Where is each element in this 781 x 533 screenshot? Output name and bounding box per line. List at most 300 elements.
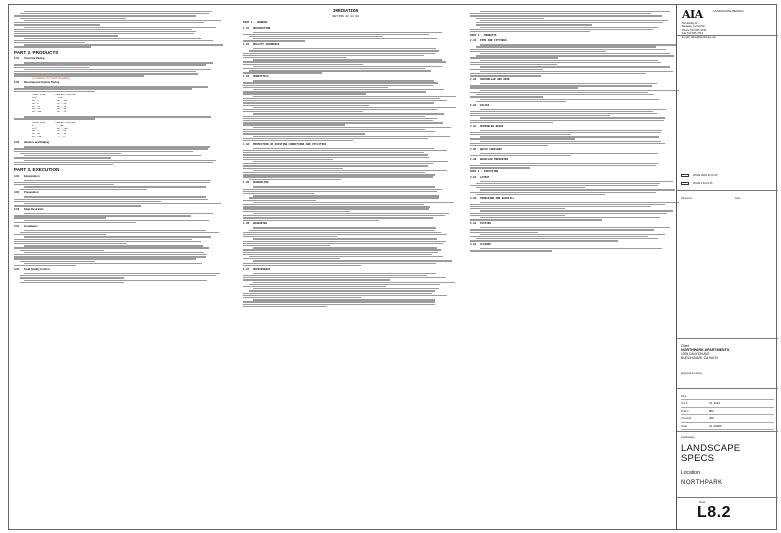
text-line xyxy=(24,186,206,187)
text-line xyxy=(253,213,449,214)
body-text xyxy=(14,236,214,244)
section-title: Decomposed Granite Paving xyxy=(24,81,60,85)
client-address-line: BURLINGAME, CA 94010 xyxy=(681,356,718,360)
body-text xyxy=(470,90,670,98)
body-text xyxy=(14,186,214,189)
text-line xyxy=(243,131,435,132)
text-line xyxy=(470,143,665,144)
text-line xyxy=(253,107,456,108)
revisions-label: Revisions xyxy=(681,197,693,200)
meta-value: BNH xyxy=(709,409,714,413)
text-line xyxy=(243,241,446,242)
text-line xyxy=(14,64,206,65)
text-line xyxy=(253,127,451,128)
divider xyxy=(677,190,778,191)
body-text xyxy=(243,238,448,246)
text-line xyxy=(253,48,436,49)
section-title: BACKFLOW PREVENTER xyxy=(480,157,509,161)
section-title: PROTECTION OF EXISTING CONDITIONS AND UTILITIES xyxy=(253,142,327,146)
section-heading xyxy=(14,141,214,145)
text-line xyxy=(24,44,223,45)
body-text xyxy=(470,109,670,117)
text-line xyxy=(470,138,575,139)
text-line xyxy=(476,238,658,239)
text-line xyxy=(253,186,435,187)
text-line xyxy=(243,172,425,173)
body-text xyxy=(243,273,448,281)
section-number: 3.01 xyxy=(14,174,20,178)
body-text xyxy=(470,227,670,233)
section-title: Field Quality Control xyxy=(24,267,50,271)
body-text xyxy=(14,69,214,77)
body-text xyxy=(243,288,448,298)
text-line xyxy=(243,258,340,259)
text-line xyxy=(243,85,433,86)
body-text xyxy=(470,44,670,52)
firm-address-line: Phone 510 845 4136 xyxy=(682,28,707,32)
body-text xyxy=(14,116,214,119)
text-line xyxy=(470,229,654,230)
section-title: TRENCHING AND BACKFILL xyxy=(480,196,515,200)
text-line xyxy=(480,202,679,203)
text-line xyxy=(243,111,363,112)
firm-address xyxy=(682,22,772,39)
body-text xyxy=(470,181,670,189)
text-line xyxy=(249,256,443,257)
body-text xyxy=(14,160,214,166)
text-line xyxy=(14,71,196,72)
body-text xyxy=(243,282,448,288)
section-number: 2.01 xyxy=(470,39,477,43)
text-line xyxy=(470,113,657,114)
section-number: 2.04 xyxy=(470,124,477,128)
text-line xyxy=(14,184,114,185)
section-number: 3.03 xyxy=(470,222,477,226)
part-heading: PART 1 - GENERAL xyxy=(243,21,268,24)
text-line xyxy=(253,96,456,97)
body-text xyxy=(14,44,214,47)
text-line xyxy=(243,72,322,73)
text-line xyxy=(243,295,447,296)
text-line xyxy=(14,205,141,206)
section-heading xyxy=(470,176,670,180)
client-address-line: 1055 CANYON AVE xyxy=(681,352,710,356)
text-line xyxy=(470,120,664,121)
meta-key: Drawn xyxy=(681,409,689,413)
text-line xyxy=(253,288,439,289)
section-number: 2.01 xyxy=(14,57,20,61)
text-line xyxy=(14,258,196,259)
text-line xyxy=(470,155,571,156)
section-heading xyxy=(14,175,214,179)
section-title: SCHEDULING xyxy=(253,181,269,185)
meta-value: CO 3088 xyxy=(709,402,720,405)
text-line xyxy=(243,301,435,302)
text-line xyxy=(249,36,383,37)
body-text xyxy=(14,11,214,19)
firm-address-line: Fax 510 845 4714 xyxy=(682,32,703,36)
section-title: QUALITY ASSURANCE xyxy=(253,43,280,47)
section-number: 1.04 xyxy=(243,142,250,146)
section-heading xyxy=(470,104,670,108)
text-line xyxy=(243,150,447,151)
section-title: Concrete Paving xyxy=(24,57,45,61)
client-address xyxy=(681,352,773,360)
spec-column-irrigation xyxy=(243,10,448,307)
text-line xyxy=(480,141,661,142)
text-line xyxy=(253,227,436,228)
text-line xyxy=(14,256,206,257)
body-text xyxy=(470,60,670,66)
text-line xyxy=(243,129,425,130)
text-line xyxy=(243,249,441,250)
text-line xyxy=(243,122,443,123)
text-line xyxy=(470,96,543,97)
body-text xyxy=(470,71,670,77)
text-line xyxy=(470,122,553,123)
text-line xyxy=(253,282,455,283)
text-line xyxy=(20,277,124,278)
text-line xyxy=(470,85,652,86)
text-line xyxy=(243,165,428,166)
text-line xyxy=(243,217,433,218)
body-text xyxy=(470,27,670,33)
text-line xyxy=(480,181,673,182)
text-line xyxy=(253,66,442,67)
text-line xyxy=(470,232,538,233)
text-line xyxy=(470,62,661,63)
text-line xyxy=(243,116,425,117)
body-text xyxy=(14,252,214,262)
body-text xyxy=(243,227,448,237)
body-text xyxy=(470,53,670,59)
text-line xyxy=(24,62,213,63)
text-line xyxy=(470,204,665,205)
text-line xyxy=(476,55,674,56)
text-line xyxy=(243,82,438,83)
body-text xyxy=(243,38,448,41)
client-label: Client xyxy=(681,344,690,348)
body-text xyxy=(14,146,214,154)
text-line xyxy=(14,148,208,149)
text-line xyxy=(243,275,427,276)
stamp-text: ISSUE DATE 04-01-15 xyxy=(693,174,718,177)
text-line xyxy=(243,277,446,278)
text-line xyxy=(470,250,552,251)
section-number: 3.04 xyxy=(470,243,477,247)
text-line xyxy=(480,163,658,164)
section-heading xyxy=(470,125,670,129)
text-line xyxy=(243,279,390,280)
text-line xyxy=(24,146,210,147)
text-line xyxy=(249,70,431,71)
text-line xyxy=(243,159,333,160)
text-line xyxy=(480,66,670,67)
text-line xyxy=(24,252,204,253)
text-line xyxy=(243,174,435,175)
text-line xyxy=(243,140,353,141)
text-line xyxy=(14,254,207,255)
spec-column-paving xyxy=(14,10,214,283)
text-line xyxy=(20,18,126,19)
meta-row xyxy=(681,416,774,423)
body-text xyxy=(14,155,214,158)
body-text xyxy=(470,217,670,220)
section-number: 1.05 xyxy=(243,181,250,185)
text-line xyxy=(243,245,330,246)
text-line xyxy=(253,202,454,203)
text-line xyxy=(14,88,192,89)
text-line xyxy=(243,120,433,121)
body-text xyxy=(470,66,670,69)
text-line xyxy=(480,27,658,28)
text-line xyxy=(470,49,666,50)
text-line xyxy=(243,87,388,88)
text-line xyxy=(249,197,439,198)
text-line xyxy=(14,91,95,92)
text-line xyxy=(24,27,216,28)
text-line xyxy=(243,93,366,94)
section-number: 1.03 xyxy=(243,75,250,79)
firm-address-line: Berkeley, CA 94702 xyxy=(682,25,705,29)
section-heading xyxy=(243,143,448,147)
divider xyxy=(677,338,778,339)
section-number: 3.01 xyxy=(470,175,477,179)
text-line xyxy=(470,92,648,93)
body-text xyxy=(470,153,670,156)
text-line xyxy=(243,109,437,110)
body-text xyxy=(14,86,214,92)
section-number: 2.05 xyxy=(470,147,477,151)
text-line xyxy=(243,68,425,69)
body-text xyxy=(14,38,214,44)
text-line xyxy=(476,46,656,47)
section-heading xyxy=(243,268,448,272)
text-line xyxy=(14,182,210,183)
text-line xyxy=(253,247,437,248)
text-line xyxy=(14,15,196,16)
text-line xyxy=(14,234,106,235)
text-line xyxy=(24,196,206,197)
body-text xyxy=(14,220,214,223)
sheet-title-line: LANDSCAPE xyxy=(681,443,741,454)
text-line xyxy=(470,213,667,214)
section-heading xyxy=(470,243,670,247)
body-text xyxy=(470,189,670,195)
body-text xyxy=(470,141,670,147)
section-number: 3.05 xyxy=(14,267,20,271)
section-heading xyxy=(243,222,448,226)
text-line xyxy=(24,263,202,264)
text-line xyxy=(470,15,662,16)
text-line xyxy=(243,208,429,209)
section-title: SPRINKLER HEADS xyxy=(480,124,504,128)
section-title: CLEANUP xyxy=(480,243,491,247)
text-line xyxy=(253,59,442,60)
meta-row xyxy=(681,423,774,430)
text-line xyxy=(24,155,201,156)
text-line xyxy=(243,100,447,101)
red-note: [ a minimum of 2" depth of bedding ] xyxy=(32,76,71,80)
text-line xyxy=(476,101,566,102)
text-line xyxy=(243,293,432,294)
section-heading xyxy=(470,148,670,152)
text-line xyxy=(253,273,436,274)
section-number: 2.03 xyxy=(14,141,20,145)
text-line xyxy=(480,20,668,21)
text-line xyxy=(14,42,85,43)
text-line xyxy=(14,215,191,216)
text-line xyxy=(14,75,144,76)
section-heading xyxy=(14,57,214,61)
body-text xyxy=(470,117,670,123)
text-line xyxy=(24,280,207,281)
text-line xyxy=(249,290,435,291)
text-line xyxy=(480,44,677,45)
divider xyxy=(677,431,778,432)
body-text xyxy=(14,62,214,68)
firm-block xyxy=(677,4,778,39)
section-title: SUBMITTALS xyxy=(253,75,269,79)
section-heading xyxy=(243,43,448,47)
meta-key: Checked xyxy=(681,417,692,420)
text-line xyxy=(470,206,651,207)
text-line xyxy=(253,161,448,162)
text-line xyxy=(480,248,662,249)
section-number: 3.02 xyxy=(470,196,477,200)
section-heading xyxy=(14,268,214,272)
section-number: 2.02 xyxy=(470,78,477,82)
text-line xyxy=(253,170,447,171)
text-line xyxy=(243,304,435,305)
section-number: SECTION 32 84 00 xyxy=(332,15,359,18)
body-text xyxy=(243,48,448,58)
sheet-number-label: Sheet xyxy=(699,501,706,504)
text-line xyxy=(243,215,445,216)
body-text xyxy=(470,20,670,26)
text-line xyxy=(253,260,452,261)
text-line xyxy=(476,24,592,25)
section-number: 2.02 xyxy=(14,81,20,85)
text-line xyxy=(243,204,424,205)
text-line xyxy=(476,194,605,195)
location-name: NORTHPARK xyxy=(681,480,723,486)
text-line xyxy=(24,20,221,21)
text-line xyxy=(24,86,208,87)
meta-row xyxy=(681,393,774,400)
text-line xyxy=(14,151,193,152)
text-line xyxy=(243,57,346,58)
text-line xyxy=(243,286,386,287)
text-line xyxy=(14,164,113,165)
date-label: Date xyxy=(735,197,741,200)
location-label: Location xyxy=(681,470,700,476)
body-text xyxy=(243,107,448,113)
text-line xyxy=(480,109,666,110)
text-line xyxy=(470,87,578,88)
body-text xyxy=(243,136,448,142)
text-line xyxy=(14,118,95,119)
section-title: QUICK COUPLERS xyxy=(480,147,502,151)
text-line xyxy=(14,241,201,242)
section-title: IRRIGATION xyxy=(332,10,359,14)
text-line xyxy=(243,152,424,153)
text-line xyxy=(243,243,443,244)
body-text xyxy=(14,245,214,251)
text-line xyxy=(480,136,659,137)
text-line xyxy=(480,234,665,235)
text-line xyxy=(14,33,194,34)
section-title: Installation xyxy=(24,224,38,228)
section-number: 3.04 xyxy=(14,224,20,228)
text-line xyxy=(14,199,208,200)
text-line xyxy=(243,98,440,99)
section-title: PIPE AND FITTINGS xyxy=(480,39,507,43)
body-text xyxy=(470,11,670,19)
text-line xyxy=(470,240,618,241)
text-line xyxy=(243,189,442,190)
body-text xyxy=(243,66,448,74)
text-line xyxy=(14,31,196,32)
text-line xyxy=(470,51,606,52)
text-line xyxy=(24,180,211,181)
text-line xyxy=(14,239,192,240)
body-text xyxy=(14,27,214,37)
text-line xyxy=(243,91,426,92)
text-line xyxy=(470,236,648,237)
text-line xyxy=(20,275,216,276)
text-line xyxy=(470,145,548,146)
text-line xyxy=(14,162,213,163)
section-title: MAINTENANCE xyxy=(253,267,271,271)
text-line xyxy=(24,213,213,214)
text-line xyxy=(24,203,221,204)
text-line xyxy=(470,185,658,186)
section-number: 1.01 xyxy=(243,26,250,30)
section-heading xyxy=(470,222,670,226)
body-text xyxy=(470,202,670,210)
body-text xyxy=(14,203,214,206)
divider xyxy=(677,497,778,498)
text-line xyxy=(20,153,121,154)
text-line xyxy=(249,230,435,231)
text-line xyxy=(476,22,663,23)
text-line xyxy=(249,284,440,285)
text-line xyxy=(253,38,437,39)
body-text xyxy=(243,195,448,201)
text-line xyxy=(20,282,124,283)
text-line xyxy=(480,99,659,100)
body-text xyxy=(14,196,214,202)
text-line xyxy=(253,32,442,33)
text-line xyxy=(480,130,662,131)
body-text xyxy=(243,260,448,266)
text-line xyxy=(480,11,670,12)
text-line xyxy=(253,80,434,81)
text-line xyxy=(476,18,544,19)
text-line xyxy=(14,247,209,248)
text-line xyxy=(470,134,571,135)
text-line xyxy=(243,176,433,177)
body-text xyxy=(470,99,670,102)
text-line xyxy=(480,60,658,61)
text-line xyxy=(14,46,91,47)
section-number: 2.03 xyxy=(470,103,477,107)
text-line xyxy=(14,73,198,74)
client-name: NORTHPARK APARTMENTS xyxy=(681,348,730,352)
text-line xyxy=(14,222,136,223)
sheet-title xyxy=(681,444,740,464)
